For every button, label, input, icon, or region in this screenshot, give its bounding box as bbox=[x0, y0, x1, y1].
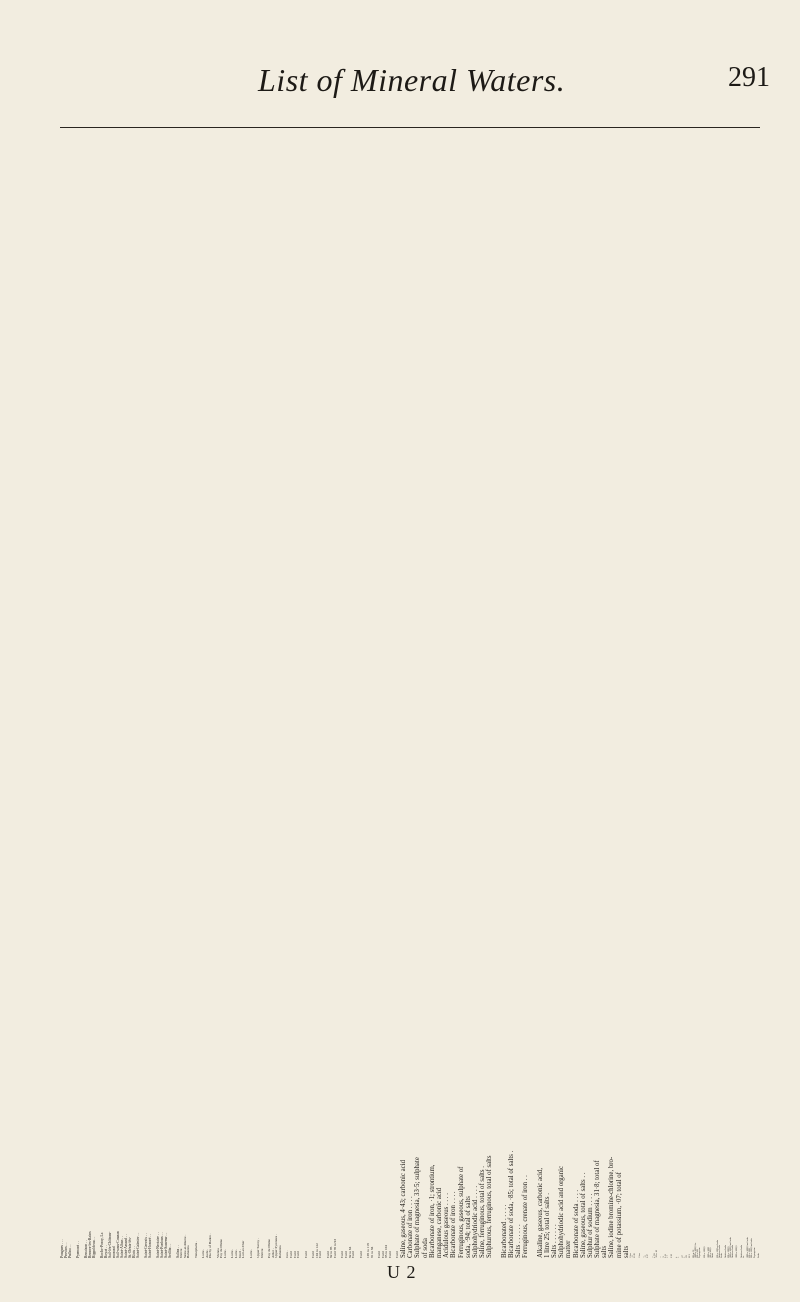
department-line: Loire . bbox=[223, 1248, 227, 1258]
composition-line: soda, ·94; total of salts bbox=[464, 1196, 472, 1258]
department-line: Loire . bbox=[230, 1248, 235, 1258]
dose-line: 4· bbox=[675, 1256, 678, 1258]
department-line: Westphalia . bbox=[193, 1240, 198, 1258]
use-line: 1000 to 2000,0 and baths bbox=[747, 1237, 749, 1258]
use-line: do. bbox=[742, 1255, 745, 1258]
dose-line: 1 litre bbox=[638, 1253, 641, 1258]
composition-line: salts bbox=[622, 1245, 630, 1258]
composition-line: Ferruginous, gaseous, sulphate of bbox=[457, 1166, 465, 1258]
composition-line: Sulphate of magnesia, 33·5; sulphate bbox=[414, 1157, 422, 1258]
composition-line: matter bbox=[565, 1240, 573, 1258]
department-line: Upper Savoy . bbox=[256, 1238, 260, 1258]
dose-line: 21·89 bbox=[634, 1253, 637, 1258]
place-line: Saint-Pardoux . . bbox=[160, 1232, 164, 1258]
composition-line: Alkaline, gaseous, carbonic acid, bbox=[536, 1167, 544, 1258]
dose-line: 33·5 bbox=[688, 1254, 691, 1258]
use-line: 500 to 1000,0 and baths bbox=[751, 1238, 754, 1258]
temperature-line: 82 to 95 bbox=[329, 1246, 334, 1258]
signature-mark: U 2 bbox=[387, 1262, 417, 1282]
composition-line: Sulphohydriodic acid . . . . bbox=[471, 1185, 479, 1258]
department-line: Bohemia bbox=[186, 1245, 191, 1258]
composition-line: Bicarbonate of iron . . . . bbox=[450, 1191, 458, 1258]
place-line: Roche-Poray, La bbox=[100, 1232, 104, 1258]
use-line: 1000 to 2000 bbox=[708, 1247, 710, 1258]
use-line: To purgation bbox=[753, 1247, 756, 1258]
temperature-line: Cold bbox=[325, 1251, 330, 1258]
dose-line: 1· bbox=[684, 1256, 687, 1258]
dose-line: — bbox=[660, 1255, 663, 1258]
dose-line: 1·7 bbox=[666, 1255, 669, 1258]
place-line: Rennes-les-Bains bbox=[88, 1231, 92, 1258]
column-temperature bbox=[290, 128, 400, 1258]
temperature-line: Cold bbox=[351, 1251, 356, 1258]
place-line: Saint-Alban . . bbox=[120, 1235, 124, 1258]
dose-line: 2·50 bbox=[671, 1254, 674, 1258]
place-line: Saint-Amand . . bbox=[124, 1233, 128, 1258]
composition-line: Saline, gaseous, total of salts . . bbox=[579, 1172, 587, 1258]
place-line: Royat . . bbox=[104, 1245, 108, 1258]
dose-line: ·05 bbox=[686, 1255, 689, 1258]
place-line: Saint-Gervais . . bbox=[144, 1233, 148, 1258]
composition-line: Sulphurous, ferruginous, total of salts bbox=[486, 1155, 494, 1258]
temperature-line: Cold bbox=[311, 1251, 315, 1258]
department-line: Loir-et-Cher bbox=[241, 1240, 246, 1258]
composition-line: Acidulous gaseous . . . . bbox=[443, 1193, 451, 1258]
temperature-line: Cold bbox=[303, 1251, 308, 1258]
use-line: Drink and baths bbox=[718, 1244, 721, 1258]
dose-line: ·67 bbox=[682, 1255, 684, 1258]
department-line: Puy de Dôme bbox=[219, 1239, 224, 1258]
use-line: Drink and baths bbox=[740, 1244, 743, 1258]
use-line: 250 to 1000 bbox=[749, 1248, 752, 1258]
department-line: Puy de Dôme bbox=[267, 1239, 271, 1258]
department-line: Bohemia bbox=[278, 1245, 282, 1258]
place-line: Blois . . bbox=[132, 1246, 136, 1258]
temperature-line: 105 to 118 bbox=[366, 1243, 370, 1258]
page-title: List of Mineral Waters. bbox=[258, 62, 566, 98]
use-line: 1000 to 2000,0 bbox=[736, 1245, 739, 1258]
column-dose bbox=[630, 128, 695, 1258]
department-line: Aude . bbox=[204, 1248, 209, 1258]
composition-line: Sulphate of magnesia, 31·8; total of bbox=[594, 1160, 602, 1258]
composition-line: Bicarbonate of soda, ·85; total of salts . bbox=[507, 1150, 515, 1258]
temperature-line: Cold 70 to 93 bbox=[333, 1239, 337, 1258]
place-line: Saint-Honoré . . bbox=[148, 1233, 152, 1258]
place-line: Pougues . . . bbox=[60, 1239, 64, 1258]
use-line: Baths bbox=[721, 1253, 723, 1258]
temperature-line: Cold bbox=[377, 1251, 381, 1258]
composition-line: Salts . . . . . . bbox=[515, 1224, 522, 1258]
temperature-line: Cold bbox=[388, 1251, 392, 1258]
dose-line: ·11 bbox=[632, 1255, 635, 1258]
composition-line: 1 litre 25; total of salts . bbox=[543, 1193, 551, 1258]
department-line: Nièvre bbox=[179, 1248, 183, 1258]
temperature-line: Cold bbox=[380, 1251, 385, 1258]
department-line: Upper Pyrenees . bbox=[274, 1234, 279, 1258]
temperature-line: Cold bbox=[292, 1251, 297, 1258]
composition-line: mine of potassium, ·07; total of bbox=[615, 1172, 623, 1258]
composition-line: Bicarbonated . . . . . bbox=[500, 1204, 508, 1258]
temperature-line: 95 to 104 bbox=[384, 1244, 389, 1258]
place-line: Pullna . . bbox=[68, 1244, 72, 1258]
composition-line: Ferruginous, crenate of iron . . bbox=[522, 1175, 530, 1258]
department-line: Nièvre bbox=[259, 1248, 264, 1258]
place-line: Sail-lès-Château- bbox=[108, 1231, 112, 1258]
use-line: 250 to 1000,0 bbox=[703, 1246, 706, 1258]
column-place bbox=[60, 128, 180, 1258]
temperature-line: Cold bbox=[296, 1251, 301, 1258]
column-composition bbox=[400, 128, 630, 1258]
use-line: Drink and baths bbox=[731, 1244, 734, 1258]
department-line: Vienna bbox=[215, 1248, 220, 1258]
use-line: 1000 to 2000,0 and baths bbox=[729, 1237, 732, 1258]
use-line: Baths bbox=[757, 1253, 760, 1258]
use-line: 250 to 1000,0 bbox=[727, 1246, 730, 1258]
temperature-line: 82 to 64 bbox=[347, 1246, 352, 1258]
composition-line: Sulphur of sodium . . . . bbox=[586, 1193, 594, 1258]
composition-line: Saline, ferruginous, total of salts . bbox=[479, 1166, 487, 1258]
place-line: Saint-Sauveur . . bbox=[164, 1232, 168, 1258]
composition-line: Carbonate of iron . . . . bbox=[407, 1196, 415, 1258]
place-line: Rippoldeau . . bbox=[92, 1236, 96, 1258]
department-line: Jura . bbox=[285, 1250, 290, 1258]
department-line: Nord . bbox=[237, 1249, 242, 1258]
temperature-line: 91 to 84 bbox=[369, 1246, 374, 1258]
place-line: morand bbox=[112, 1246, 116, 1258]
place-line: Saint-Nectaire . . bbox=[156, 1232, 160, 1258]
temperature-line: 104 to 122 bbox=[314, 1243, 319, 1258]
dose-line: 1 litre bbox=[630, 1253, 632, 1258]
mineral-waters-table bbox=[60, 128, 760, 1258]
dose-line: ·5 bbox=[662, 1256, 665, 1258]
place-line: Pyrmont . . bbox=[76, 1241, 80, 1258]
use-line: Drink bbox=[712, 1253, 715, 1258]
place-line: Saint-Galmier . . bbox=[136, 1232, 140, 1258]
page-number: 291 bbox=[728, 62, 770, 93]
place-line: Salins . . bbox=[176, 1244, 180, 1258]
place-line: Sail-sous-Couzan bbox=[116, 1231, 120, 1258]
composition-line: of soda bbox=[421, 1238, 429, 1258]
department-line: Seine-et-Marne . bbox=[182, 1234, 187, 1258]
use-line: Drink and baths bbox=[725, 1244, 728, 1258]
dose-line: 2·67 bbox=[647, 1254, 650, 1258]
dose-line: 2·43 bbox=[664, 1254, 667, 1258]
dose-line: 4·152 bbox=[653, 1253, 656, 1258]
composition-line: salts bbox=[601, 1245, 609, 1258]
column-use bbox=[692, 128, 760, 1258]
composition-line: Sulphohydriodic acid and organic bbox=[558, 1165, 566, 1258]
dose-line: ·11 bbox=[645, 1255, 648, 1258]
dose-line: — bbox=[651, 1255, 654, 1258]
department-line: Allier . bbox=[270, 1248, 275, 1258]
department-line: Duchy of Baden . bbox=[208, 1233, 213, 1258]
composition-line: Saline, iodine bromine-chlorine, bro- bbox=[608, 1156, 616, 1258]
use-line: 1000 to 3000,0 do. bbox=[695, 1242, 697, 1258]
temperature-line: Cold bbox=[395, 1251, 400, 1258]
dose-line: ·50 to ·85 bbox=[656, 1249, 658, 1258]
use-line: 100 to 300,0 bbox=[710, 1247, 713, 1258]
table-area bbox=[60, 128, 760, 1258]
dose-line: — bbox=[643, 1255, 645, 1258]
temperature-line: Cold bbox=[344, 1251, 348, 1258]
page-header bbox=[0, 60, 800, 110]
composition-line: manganese, carbonic acid bbox=[435, 1187, 443, 1258]
dose-line: 1· bbox=[677, 1256, 680, 1258]
department-line: Loire . bbox=[248, 1248, 253, 1258]
department-line: Loire . bbox=[234, 1248, 238, 1258]
temperature-line: Cold bbox=[340, 1251, 345, 1258]
use-line: To purgation bbox=[699, 1247, 702, 1258]
composition-line: Bicarbonate of iron, ·1; strontium, bbox=[428, 1164, 436, 1258]
place-line: Renaison . . bbox=[84, 1240, 88, 1258]
place-line: Sedlitz . . bbox=[168, 1243, 172, 1258]
department-line: Loire . bbox=[201, 1248, 205, 1258]
place-line: Provins . . bbox=[64, 1242, 68, 1258]
temperature-line: Cold bbox=[289, 1251, 293, 1258]
column-department bbox=[180, 128, 290, 1258]
composition-line: Bicarbonate of soda . . . . bbox=[572, 1189, 580, 1258]
temperature-line: Cold bbox=[358, 1251, 363, 1258]
temperature-line: Cold bbox=[318, 1251, 323, 1258]
composition-line: Salts . . . . . . bbox=[550, 1224, 558, 1258]
place-line: St.-Dénis-lès- bbox=[128, 1237, 132, 1258]
use-line: 250 to 1000 and baths bbox=[716, 1239, 719, 1258]
use-line: 250 to 500 bbox=[697, 1249, 700, 1258]
composition-line: Saline, gaseous, 4·43; carbonic acid bbox=[400, 1160, 407, 1258]
dose-line: 302 gr. 92 bbox=[692, 1249, 695, 1258]
